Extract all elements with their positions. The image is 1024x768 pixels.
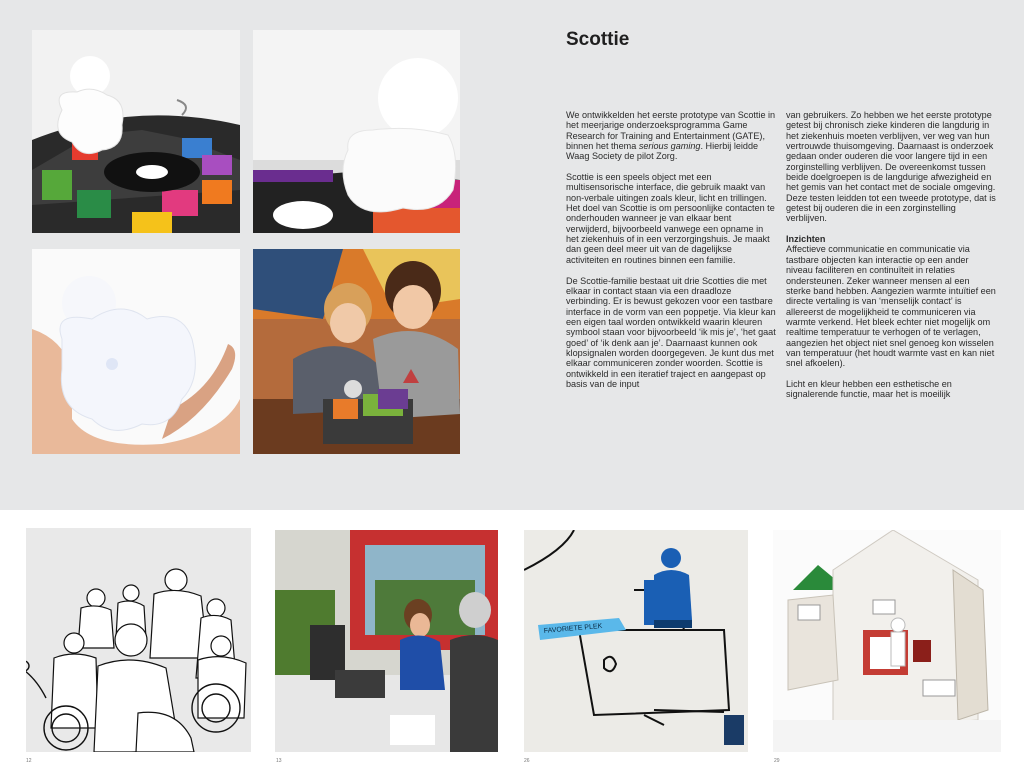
page-number: 13: [276, 758, 282, 764]
page-number: 26: [524, 758, 530, 764]
page-number: 29: [774, 758, 780, 764]
photo-kids-playing: [253, 249, 460, 454]
paragraph: Affectieve communicatie en communicatie via tastbare objecten kan interactie op een ander niveau faciliteren en continuïteit in relaties ondersteunen. Zeker wanneer mensen al een sterke band hebben. Aangezien warmte intuïtief een directe vertaling is van ‘menselijk contact’ is allereerst de mogelijkheid te communiceren via warmte verkend. Het bleek echter niet mogelijk om realtime temperatuur te verhogen of te verlagen, aangezien het object niet snel genoeg kon wisselen van temperatuur (het houdt warmte vast en kan niet snel afkoelen).: [786, 244, 996, 369]
paragraph: We ontwikkelden het eerste prototype van Scottie in het meerjarige onderzoeksprogramma Game Research for Training and Entertainment (GATE), binnen het thema serious gaming. Hierbij leidde Waag Society de pilot Zorg.: [566, 110, 776, 162]
paragraph: Scottie is een speels object met een multisensorische interface, die gebruik maakt van non-verbale uitingen zoals kleur, licht en trillingen. Het doel van Scottie is om persoonlijke contacten te onderhouden wanneer je van elkaar bent verwijderd, bijvoorbeeld vanwege een opname in het ziekenhuis of in een verzorgingshuis. Je maakt dan geen deel meer uit van de dagelijkse activiteiten en routines binnen een familie.: [566, 172, 775, 265]
photo-scottie-closeup: [253, 30, 460, 233]
text-column-2: [786, 110, 996, 410]
paragraph: Licht en kleur hebben een esthetische en signalerende functie, maar het is moeilijk: [786, 378, 952, 400]
paragraph: De Scottie-familie bestaat uit drie Scotties die met elkaar in contact staan via een draadloze verbinding. Er is bewust gekozen voor een tastbare interface in de vorm van een poppetje. Via kleur kan een eigen taal worden ontwikkeld waarin kleuren symbool staan voor bijvoorbeeld ‘ik mis je’, ‘het gaat goed’ of ‘ik denk aan je’. Daarnaast kunnen ook klopsignalen worden doorgegeven. Je kunt dus met elkaar communiceren zonder woorden. Scottie is ontwikkeld in een iteratief traject en aangepast op basis van de input: [566, 275, 776, 389]
paragraph: van gebruikers. Zo hebben we het eerste prototype getest bij chronisch zieke kinderen die langdurig in het ziekenhuis moeten verblijven, ver weg van hun vertrouwde thuisomgeving. Daarnaast is onderzoek gedaan onder ouderen die voor langere tijd in een zorginstelling verblijven. De overeenkomst tussen beide doelgroepen is de langdurige afwezigheid en het gemis van het contact met de sociale omgeving. Deze testen leidden tot een tweede prototype, dat is getest bij ouderen die in een zorginstelling verblijven.: [786, 110, 996, 224]
section-heading: Inzichten: [786, 234, 826, 245]
thumbnail-map-figure: [524, 530, 748, 752]
photo-scottie-in-hand: [32, 249, 240, 454]
thumbnail-paper-house: [773, 530, 1001, 752]
map-tag-label: FAVORIETE PLEK: [543, 622, 603, 635]
thumbnail-office-photo: [275, 530, 498, 752]
photo-scottie-on-mat: [32, 30, 240, 233]
text-column-1: [566, 110, 776, 400]
page-number: 12: [26, 758, 32, 764]
thumbnail-elderly-illustration: [26, 528, 251, 752]
article-title: Scottie: [566, 29, 630, 50]
